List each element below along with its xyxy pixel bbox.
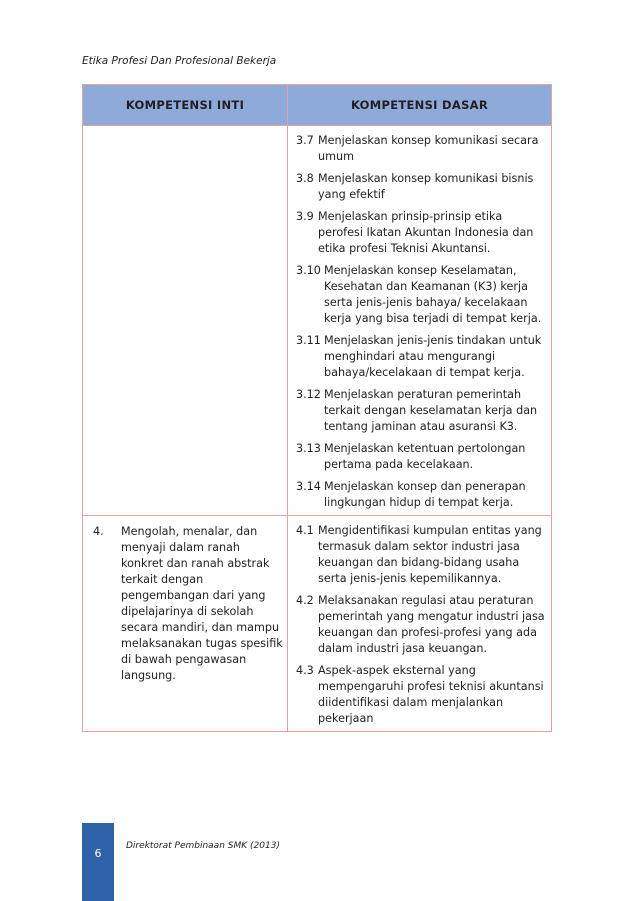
kd-text: Mengidentifikasi kumpulan entitas yang termasuk dalam sektor industri jasa keuangan dan bidang-bidang usaha serta jenis-jenis kepemilikannya. <box>318 524 542 585</box>
kd-number: 3.10 <box>296 264 321 277</box>
kd-number: 3.14 <box>296 480 321 493</box>
col-header-kompetensi-dasar: KOMPETENSI DASAR <box>288 85 552 126</box>
kd-item <box>296 333 547 381</box>
kd-cell <box>288 516 552 732</box>
page-number: 6 <box>94 847 102 860</box>
kd-number: 4.1 <box>296 524 314 537</box>
ki-entry <box>83 516 287 688</box>
table-header-row <box>83 85 552 126</box>
kd-number: 3.8 <box>296 172 314 185</box>
ki-text: Mengolah, menalar, dan menyaji dalam ranah konkret dan ranah abstrak terkait dengan pengembangan dari yang dipelajarinya di sekolah secara mandiri, dan mampu melaksanakan tugas spesifik di bawah pengawasan langsung. <box>121 525 283 682</box>
footer-page-tab <box>82 823 114 901</box>
kd-text: Menjelaskan peraturan pemerintah terkait dengan keselamatan kerja dan tentang jaminan atau asuransi K3. <box>324 388 538 433</box>
kd-text: Menjelaskan konsep Keselamatan, Kesehatan dan Keamanan (K3) kerja serta jenis-jenis bahaya/ kecelakaan kerja yang bisa terjadi di tempat kerja. <box>324 264 542 325</box>
kd-number: 3.11 <box>296 334 321 347</box>
kd-item <box>296 263 547 327</box>
kd-item <box>296 171 547 203</box>
kd-item <box>296 133 547 165</box>
kd-number: 4.3 <box>296 664 314 677</box>
kd-text: Menjelaskan jenis-jenis tindakan untuk menghindari atau mengurangi bahaya/kecelakaan di tempat kerja. <box>324 334 542 379</box>
ki-cell <box>83 516 288 732</box>
kd-item <box>296 523 547 587</box>
kd-item <box>296 663 547 727</box>
kd-number: 3.12 <box>296 388 321 401</box>
kd-text: Menjelaskan konsep komunikasi bisnis yang efektif <box>318 172 534 201</box>
col-header-kompetensi-inti: KOMPETENSI INTI <box>83 85 288 126</box>
kd-item <box>296 593 547 657</box>
kd-text: Melaksanakan regulasi atau peraturan pemerintah yang mengatur industri jasa keuangan dan profesi-profesi yang ada dalam industri jasa keuangan. <box>318 594 545 655</box>
footer-publisher: Direktorat Pembinaan SMK (2013) <box>126 841 280 851</box>
kd-item <box>296 387 547 435</box>
kd-number: 3.9 <box>296 210 314 223</box>
kd-list <box>288 126 551 515</box>
kd-number: 3.7 <box>296 134 314 147</box>
kd-text: Menjelaskan ketentuan pertolongan pertama pada kecelakaan. <box>324 442 526 471</box>
ki-cell-empty <box>83 126 288 516</box>
kd-text: Menjelaskan prinsip-prinsip etika perofesi Ikatan Akuntan Indonesia dan etika profesi Teknisi Akuntansi. <box>318 210 534 255</box>
ki-number: 4. <box>93 525 104 538</box>
kd-number: 3.13 <box>296 442 321 455</box>
kd-number: 4.2 <box>296 594 314 607</box>
table-row <box>83 516 552 732</box>
kd-cell <box>288 126 552 516</box>
kd-text: Menjelaskan konsep komunikasi secara umum <box>318 134 539 163</box>
kd-item <box>296 209 547 257</box>
kd-list <box>288 516 551 731</box>
running-header: Etika Profesi Dan Profesional Bekerja <box>82 55 277 67</box>
table-row <box>83 126 552 516</box>
kd-text: Aspek-aspek eksternal yang mempengaruhi profesi teknisi akuntansi diidentifikasi dalam menjalankan pekerjaan <box>318 664 544 725</box>
kd-item <box>296 479 547 511</box>
kd-item <box>296 441 547 473</box>
kd-text: Menjelaskan konsep dan penerapan lingkungan hidup di tempat kerja. <box>324 480 526 509</box>
kompetensi-table <box>82 84 552 732</box>
